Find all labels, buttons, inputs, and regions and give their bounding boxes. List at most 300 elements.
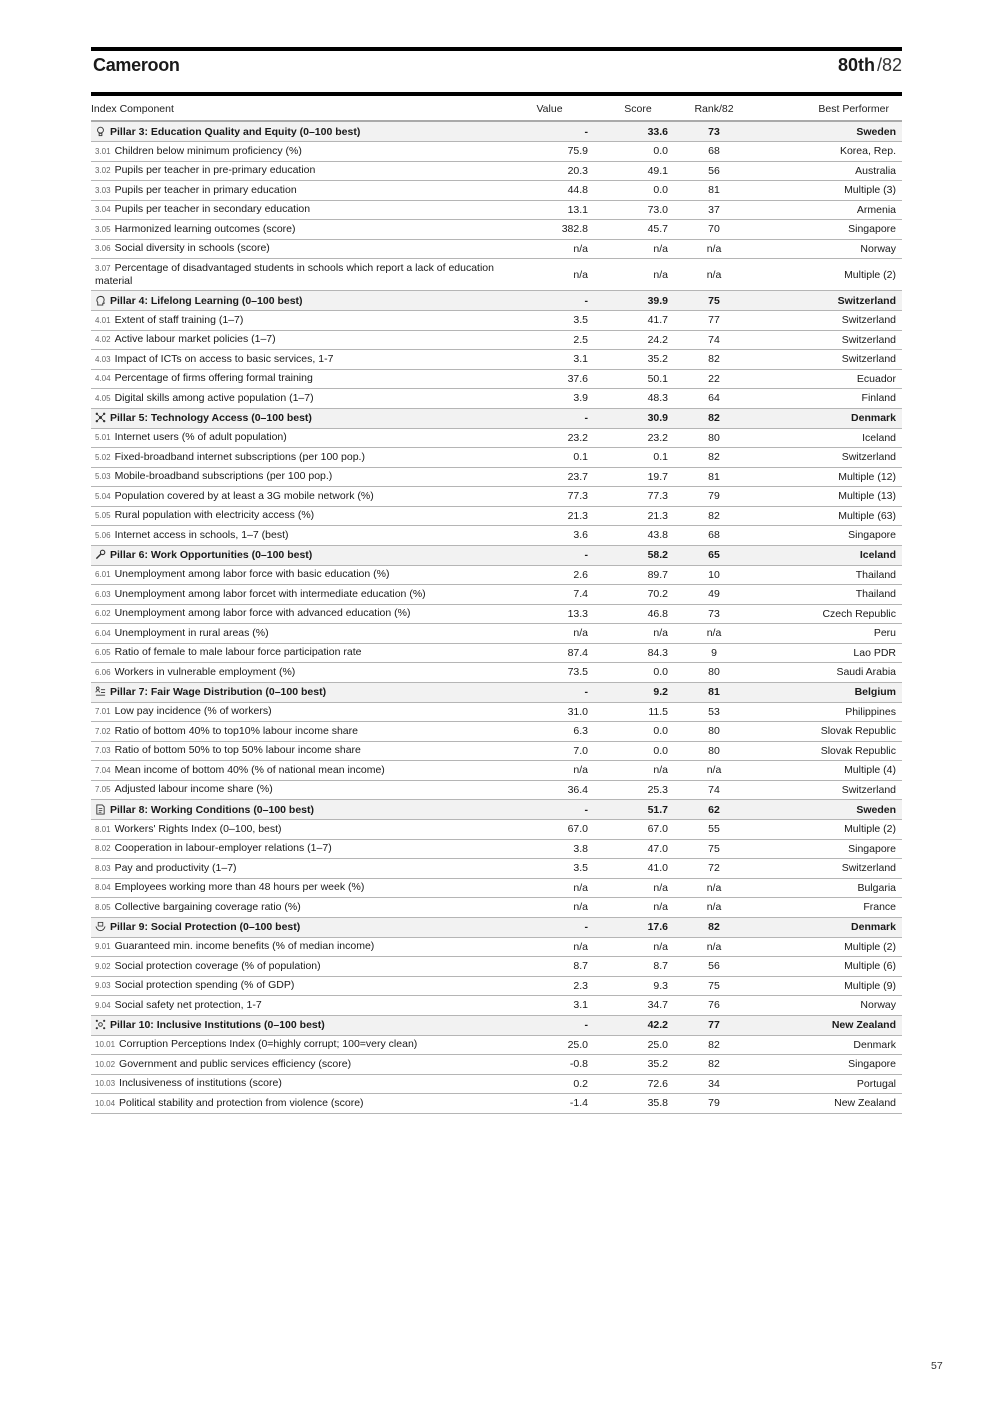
indicator-value: 23.2: [501, 428, 598, 448]
indicator-name: Impact of ICTs on access to basic services, 1-7: [114, 352, 334, 365]
indicator-code: 7.02: [95, 726, 111, 736]
indicator-row: [91, 565, 902, 585]
indicator-label: [91, 585, 501, 605]
indicator-best-performer: Switzerland: [750, 330, 902, 350]
indicator-label: [91, 220, 501, 240]
pillar-title: [91, 545, 501, 565]
pillar-title: [91, 291, 501, 311]
indicator-rank: 80: [678, 722, 750, 742]
indicator-best-performer: New Zealand: [750, 1094, 902, 1114]
rank-value: 80th: [837, 55, 875, 75]
indicator-best-performer: Portugal: [750, 1074, 902, 1094]
indicator-value: 0.1: [501, 448, 598, 468]
pillar-row: [91, 800, 902, 820]
pillar-title: [91, 121, 501, 142]
pillar-value: -: [501, 408, 598, 428]
indicator-score: 25.0: [598, 1035, 678, 1055]
indicator-code: 8.01: [95, 824, 111, 834]
indicator-row: [91, 200, 902, 220]
indicator-name: Social diversity in schools (score): [114, 242, 270, 255]
indicator-code: 8.05: [95, 902, 111, 912]
indicator-value: n/a: [501, 937, 598, 957]
indicator-rank: n/a: [678, 239, 750, 259]
indicator-best-performer: Czech Republic: [750, 604, 902, 624]
pillar-rank: 73: [678, 121, 750, 142]
indicator-label: [91, 722, 501, 742]
indicator-row: [91, 1094, 902, 1114]
pillar-title-text: Pillar 10: Inclusive Institutions (0–100 best): [110, 1019, 325, 1031]
pillar-score: 17.6: [598, 917, 678, 937]
indicator-value: n/a: [501, 898, 598, 918]
indicator-label: [91, 330, 501, 350]
indicator-rank: 37: [678, 200, 750, 220]
pillar-value: -: [501, 682, 598, 702]
pillar-title: [91, 800, 501, 820]
pillar-best-performer: New Zealand: [750, 1015, 902, 1035]
indicator-name: Pay and productivity (1–7): [114, 861, 237, 874]
indicator-code: 6.06: [95, 667, 111, 677]
indicator-score: 34.7: [598, 996, 678, 1016]
indicator-label: [91, 761, 501, 781]
indicator-code: 3.02: [95, 166, 111, 176]
indicator-score: 49.1: [598, 161, 678, 181]
indicator-row: [91, 937, 902, 957]
indicator-rank: 80: [678, 428, 750, 448]
indicator-code: 4.01: [95, 315, 111, 325]
indicator-name: Rural population with electricity access (%): [114, 509, 315, 522]
indicator-score: 0.0: [598, 181, 678, 201]
indicator-rank: 34: [678, 1074, 750, 1094]
pillar-rank: 65: [678, 545, 750, 565]
indicator-value: 31.0: [501, 702, 598, 722]
indicator-rank: 79: [678, 487, 750, 507]
indicator-score: 9.3: [598, 976, 678, 996]
indicator-label: [91, 142, 501, 162]
indicator-value: 3.5: [501, 311, 598, 331]
indicator-name: Adjusted labour income share (%): [114, 783, 273, 796]
pillar-rank: 77: [678, 1015, 750, 1035]
indicator-score: n/a: [598, 878, 678, 898]
indicator-score: 73.0: [598, 200, 678, 220]
indicator-value: n/a: [501, 259, 598, 291]
indicator-value: 37.6: [501, 369, 598, 389]
indicator-row: [91, 487, 902, 507]
indicator-rank: 82: [678, 1035, 750, 1055]
indicator-value: 7.0: [501, 741, 598, 761]
indicator-rank: n/a: [678, 624, 750, 644]
indicator-label: [91, 839, 501, 859]
indicator-rank: 64: [678, 389, 750, 409]
indicator-best-performer: Switzerland: [750, 350, 902, 370]
indicator-best-performer: Denmark: [750, 1035, 902, 1055]
indicator-rank: 77: [678, 311, 750, 331]
indicator-row: [91, 957, 902, 977]
indicator-value: 0.2: [501, 1074, 598, 1094]
hands-icon: [95, 921, 106, 932]
indicator-name: Unemployment among labor force with basic education (%): [114, 568, 390, 581]
indicator-name: Percentage of firms offering formal training: [114, 372, 313, 385]
indicator-best-performer: Multiple (9): [750, 976, 902, 996]
indicator-label: [91, 1074, 501, 1094]
indicator-rank: 10: [678, 565, 750, 585]
pillar-score: 9.2: [598, 682, 678, 702]
pillar-score: 51.7: [598, 800, 678, 820]
indicator-row: [91, 220, 902, 240]
indicator-code: 5.03: [95, 472, 111, 482]
indicator-row: [91, 1035, 902, 1055]
indicator-name: Internet users (% of adult population): [114, 431, 287, 444]
indicator-code: 9.04: [95, 1000, 111, 1010]
indicator-code: 9.02: [95, 961, 111, 971]
indicator-score: 46.8: [598, 604, 678, 624]
indicator-row: [91, 780, 902, 800]
indicator-name: Digital skills among active population (1–7): [114, 391, 314, 404]
indicator-label: [91, 239, 501, 259]
pillar-row: [91, 1015, 902, 1035]
indicator-name: Inclusiveness of institutions (score): [119, 1077, 282, 1090]
pillar-row: [91, 408, 902, 428]
pillar-title-text: Pillar 4: Lifelong Learning (0–100 best): [110, 294, 303, 307]
indicator-row: [91, 722, 902, 742]
indicator-value: 6.3: [501, 722, 598, 742]
indicator-value: 2.3: [501, 976, 598, 996]
indicator-name: Extent of staff training (1–7): [114, 313, 244, 326]
pillar-best-performer: Switzerland: [750, 291, 902, 311]
pillar-best-performer: Sweden: [750, 121, 902, 142]
indicator-best-performer: France: [750, 898, 902, 918]
indicator-row: [91, 448, 902, 468]
indicator-rank: n/a: [678, 878, 750, 898]
indicator-label: [91, 976, 501, 996]
indicator-value: n/a: [501, 239, 598, 259]
indicator-rank: 75: [678, 839, 750, 859]
indicator-name: Unemployment among labor force with advanced education (%): [114, 607, 411, 620]
indicator-label: [91, 878, 501, 898]
col-header-component: Index Component: [91, 98, 501, 121]
indicator-best-performer: Switzerland: [750, 448, 902, 468]
indicator-name: Ratio of female to male labour force participation rate: [114, 646, 362, 659]
indicator-best-performer: Multiple (6): [750, 957, 902, 977]
indicator-value: 2.5: [501, 330, 598, 350]
indicator-code: 5.06: [95, 530, 111, 540]
table-header-row: [91, 98, 902, 121]
indicator-row: [91, 741, 902, 761]
pillar-value: -: [501, 917, 598, 937]
indicator-score: 50.1: [598, 369, 678, 389]
indicator-best-performer: Singapore: [750, 839, 902, 859]
indicator-value: 87.4: [501, 643, 598, 663]
indicator-row: [91, 663, 902, 683]
indicator-name: Social protection spending (% of GDP): [114, 979, 295, 992]
indicator-label: [91, 448, 501, 468]
indicator-code: 6.02: [95, 609, 111, 619]
network-icon: [95, 412, 106, 423]
indicator-label: [91, 780, 501, 800]
indicator-label: [91, 350, 501, 370]
indicator-row: [91, 996, 902, 1016]
indicator-name: Corruption Perceptions Index (0=highly corrupt; 100=very clean): [119, 1038, 418, 1051]
indicator-name: Collective bargaining coverage ratio (%): [114, 900, 301, 913]
indicator-code: 5.05: [95, 511, 111, 521]
group-icon: [95, 1019, 106, 1030]
indicator-row: [91, 859, 902, 879]
indicator-score: 43.8: [598, 526, 678, 546]
indicator-best-performer: Singapore: [750, 220, 902, 240]
people-scale-icon: [95, 686, 106, 697]
pillar-best-performer: Sweden: [750, 800, 902, 820]
indicator-value: 3.6: [501, 526, 598, 546]
indicator-row: [91, 330, 902, 350]
indicator-score: 25.3: [598, 780, 678, 800]
indicator-rank: 68: [678, 142, 750, 162]
pillar-title: [91, 682, 501, 702]
indicator-best-performer: Armenia: [750, 200, 902, 220]
indicator-rank: 74: [678, 330, 750, 350]
indicator-rank: 80: [678, 741, 750, 761]
indicator-rank: 81: [678, 467, 750, 487]
indicator-score: 0.0: [598, 722, 678, 742]
indicator-value: 75.9: [501, 142, 598, 162]
indicator-best-performer: Singapore: [750, 1055, 902, 1075]
indicator-best-performer: Multiple (63): [750, 506, 902, 526]
indicator-row: [91, 467, 902, 487]
pillar-title-text: Pillar 5: Technology Access (0–100 best): [110, 412, 312, 424]
indicator-rank: 82: [678, 506, 750, 526]
indicator-code: 8.02: [95, 844, 111, 854]
indicator-rank: n/a: [678, 898, 750, 918]
indicator-rank: 74: [678, 780, 750, 800]
pillar-title-text: Pillar 3: Education Quality and Equity (0–100 best): [110, 125, 361, 138]
indicator-code: 7.04: [95, 765, 111, 775]
indicator-row: [91, 761, 902, 781]
indicator-label: [91, 161, 501, 181]
indicator-code: 4.04: [95, 374, 111, 384]
indicator-best-performer: Switzerland: [750, 859, 902, 879]
indicator-rank: 75: [678, 976, 750, 996]
indicator-row: [91, 350, 902, 370]
pillar-score: 33.6: [598, 121, 678, 142]
indicator-best-performer: Bulgaria: [750, 878, 902, 898]
indicator-score: 47.0: [598, 839, 678, 859]
indicator-name: Children below minimum proficiency (%): [114, 144, 302, 157]
indicator-label: [91, 859, 501, 879]
indicator-label: [91, 1094, 501, 1114]
indicator-code: 9.03: [95, 981, 111, 991]
indicator-code: 8.03: [95, 863, 111, 873]
indicator-name: Population covered by at least a 3G mobile network (%): [114, 489, 374, 502]
pillar-title: [91, 1015, 501, 1035]
pillar-value: -: [501, 291, 598, 311]
indicator-rank: 53: [678, 702, 750, 722]
head-icon: [95, 295, 106, 306]
document-icon: [95, 804, 106, 815]
indicator-name: Workers in vulnerable employment (%): [114, 665, 296, 678]
indicator-value: 77.3: [501, 487, 598, 507]
indicator-best-performer: Norway: [750, 239, 902, 259]
indicator-score: 48.3: [598, 389, 678, 409]
indicator-row: [91, 161, 902, 181]
indicator-name: Unemployment among labor forcet with intermediate education (%): [114, 587, 426, 600]
indicator-score: n/a: [598, 937, 678, 957]
indicator-label: [91, 643, 501, 663]
indicator-score: n/a: [598, 259, 678, 291]
indicator-row: [91, 839, 902, 859]
indicator-row: [91, 181, 902, 201]
indicator-rank: 81: [678, 181, 750, 201]
indicator-name: Mean income of bottom 40% (% of national mean income): [114, 763, 385, 776]
pillar-value: -: [501, 121, 598, 142]
indicator-rank: n/a: [678, 937, 750, 957]
indicator-row: [91, 643, 902, 663]
indicator-name: Pupils per teacher in secondary education: [114, 203, 311, 216]
indicator-score: 0.1: [598, 448, 678, 468]
indicator-value: 23.7: [501, 467, 598, 487]
indicator-name: Mobile-broadband subscriptions (per 100 pop.): [114, 470, 333, 483]
indicator-code: 5.02: [95, 452, 111, 462]
indicator-value: 13.3: [501, 604, 598, 624]
pillar-rank: 75: [678, 291, 750, 311]
indicator-best-performer: Multiple (2): [750, 820, 902, 840]
indicator-label: [91, 487, 501, 507]
indicator-value: 2.6: [501, 565, 598, 585]
pillar-rank: 82: [678, 917, 750, 937]
pillar-best-performer: Belgium: [750, 682, 902, 702]
page-number: 57: [931, 1360, 943, 1372]
indicator-score: 8.7: [598, 957, 678, 977]
indicator-score: n/a: [598, 239, 678, 259]
pillar-row: [91, 121, 902, 142]
indicator-row: [91, 311, 902, 331]
pillar-title: [91, 408, 501, 428]
indicator-code: 6.04: [95, 628, 111, 638]
indicator-row: [91, 239, 902, 259]
indicator-name: Active labour market policies (1–7): [114, 333, 276, 346]
indicator-value: 3.1: [501, 996, 598, 1016]
indicator-rank: n/a: [678, 761, 750, 781]
pillar-row: [91, 917, 902, 937]
indicator-row: [91, 976, 902, 996]
indicator-best-performer: Multiple (13): [750, 487, 902, 507]
indicator-name: Employees working more than 48 hours per week (%): [114, 881, 365, 894]
indicator-best-performer: Slovak Republic: [750, 722, 902, 742]
indicator-name: Workers' Rights Index (0–100, best): [114, 822, 282, 835]
indicator-label: [91, 369, 501, 389]
indicator-label: [91, 565, 501, 585]
indicator-value: 3.8: [501, 839, 598, 859]
pillar-best-performer: Denmark: [750, 408, 902, 428]
pillar-title-text: Pillar 6: Work Opportunities (0–100 best): [110, 549, 313, 561]
indicator-best-performer: Finland: [750, 389, 902, 409]
indicator-code: 3.01: [95, 146, 111, 156]
indicator-best-performer: Philippines: [750, 702, 902, 722]
indicator-row: [91, 604, 902, 624]
indicator-row: [91, 624, 902, 644]
indicator-value: 13.1: [501, 200, 598, 220]
indicator-rank: 68: [678, 526, 750, 546]
indicator-row: [91, 1074, 902, 1094]
indicator-name: Internet access in schools, 1–7 (best): [114, 528, 289, 541]
indicator-value: 382.8: [501, 220, 598, 240]
indicator-code: 3.03: [95, 185, 111, 195]
indicator-score: 77.3: [598, 487, 678, 507]
indicator-best-performer: Switzerland: [750, 780, 902, 800]
indicator-rank: n/a: [678, 259, 750, 291]
indicator-score: n/a: [598, 624, 678, 644]
indicator-best-performer: Multiple (2): [750, 937, 902, 957]
indicator-best-performer: Lao PDR: [750, 643, 902, 663]
indicator-row: [91, 259, 902, 291]
indicator-code: 3.06: [95, 244, 111, 254]
indicator-best-performer: Thailand: [750, 565, 902, 585]
indicator-rank: 9: [678, 643, 750, 663]
indicator-code: 5.04: [95, 491, 111, 501]
indicator-row: [91, 898, 902, 918]
indicator-label: [91, 604, 501, 624]
indicator-value: -1.4: [501, 1094, 598, 1114]
indicator-score: 24.2: [598, 330, 678, 350]
indicator-score: 11.5: [598, 702, 678, 722]
indicator-score: 0.0: [598, 741, 678, 761]
indicator-label: [91, 996, 501, 1016]
indicator-rank: 73: [678, 604, 750, 624]
indicator-name: Social protection coverage (% of population): [114, 959, 321, 972]
indicator-value: 25.0: [501, 1035, 598, 1055]
indicator-code: 10.03: [95, 1079, 116, 1089]
indicator-code: 6.03: [95, 589, 111, 599]
indicator-code: 5.01: [95, 433, 111, 443]
indicator-value: 3.9: [501, 389, 598, 409]
indicator-value: 44.8: [501, 181, 598, 201]
indicator-name: Low pay incidence (% of workers): [114, 705, 272, 718]
indicator-label: [91, 259, 501, 291]
indicator-score: 35.8: [598, 1094, 678, 1114]
indicator-value: 73.5: [501, 663, 598, 683]
indicator-best-performer: Singapore: [750, 526, 902, 546]
pillar-value: -: [501, 1015, 598, 1035]
pillar-score: 58.2: [598, 545, 678, 565]
indicator-rank: 70: [678, 220, 750, 240]
indicator-best-performer: Multiple (3): [750, 181, 902, 201]
indicator-score: 67.0: [598, 820, 678, 840]
rank-total: /82: [876, 55, 902, 75]
table-body: [91, 121, 902, 1113]
indicator-rank: 49: [678, 585, 750, 605]
bulb-icon: [95, 126, 106, 137]
indicator-code: 7.03: [95, 746, 111, 756]
indicator-name: Political stability and protection from violence (score): [119, 1096, 364, 1109]
indicator-code: 6.01: [95, 570, 111, 580]
indicator-value: 67.0: [501, 820, 598, 840]
indicator-value: 7.4: [501, 585, 598, 605]
indicator-label: [91, 663, 501, 683]
pillar-row: [91, 291, 902, 311]
pillar-best-performer: Denmark: [750, 917, 902, 937]
pillar-rank: 81: [678, 682, 750, 702]
indicator-label: [91, 898, 501, 918]
indicator-label: [91, 181, 501, 201]
indicator-best-performer: Ecuador: [750, 369, 902, 389]
indicator-best-performer: Korea, Rep.: [750, 142, 902, 162]
country-title: Cameroon: [93, 55, 180, 75]
pillar-best-performer: Iceland: [750, 545, 902, 565]
pillar-row: [91, 545, 902, 565]
page-header: [91, 47, 902, 96]
pillar-score: 42.2: [598, 1015, 678, 1035]
col-header-rank: Rank/82: [678, 98, 750, 121]
indicator-label: [91, 957, 501, 977]
indicator-name: Unemployment in rural areas (%): [114, 626, 269, 639]
indicator-label: [91, 741, 501, 761]
